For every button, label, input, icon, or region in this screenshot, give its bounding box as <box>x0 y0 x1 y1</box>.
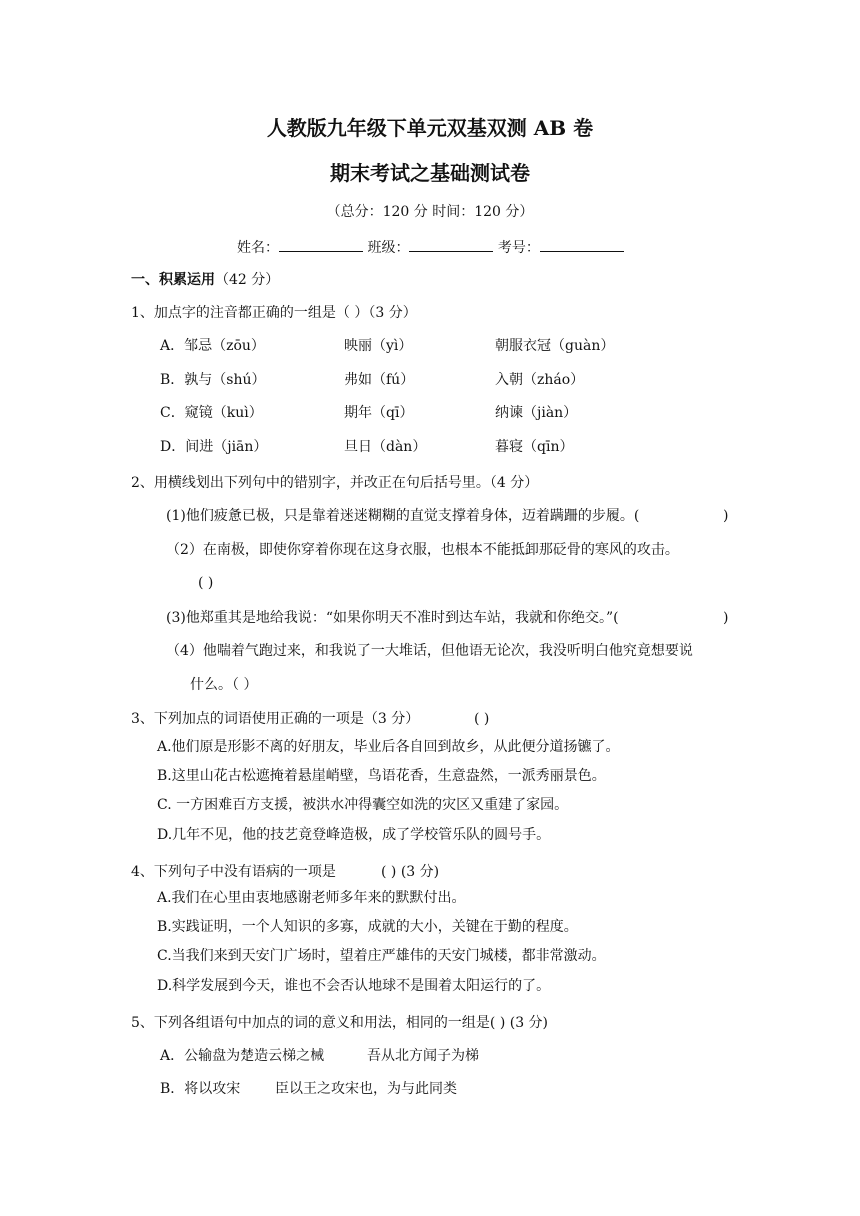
q4-option-c: C.当我们来到天安门广场时，望着庄严雄伟的天安门城楼，都非常激动。 <box>157 948 606 964</box>
question-4-answer: ( ) (3 分) <box>381 864 440 880</box>
q1-d-col1: D．间进（jiān） <box>160 439 268 455</box>
q1-b-col1: B．孰与（shú） <box>160 372 266 388</box>
q2-sentence-3: (3)他郑重其是地给我说：“如果你明天不准时到达车站，我就和你绝交。”( <box>166 610 619 626</box>
q3-option-d: D.几年不见，他的技艺竟登峰造极，成了学校管乐队的圆号手。 <box>157 827 551 843</box>
q5-option-b-2: 臣以王之攻宋也，为与此同类 <box>275 1081 457 1097</box>
q4-option-d: D.科学发展到今天，谁也不会否认地球不是围着太阳运行的了。 <box>157 978 551 994</box>
q3-option-b: B.这里山花古松遮掩着悬崖峭壁，鸟语花香，生意盎然，一派秀丽景色。 <box>157 768 606 784</box>
class-blank[interactable] <box>409 237 493 252</box>
class-label: 班级： <box>367 240 410 256</box>
section-score: （42 分） <box>215 272 280 288</box>
question-3-answer: ( ) <box>474 711 490 727</box>
exam-number-blank[interactable] <box>540 237 624 252</box>
q1-c-col3: 纳谏（jiàn） <box>495 405 578 421</box>
question-3-stem: 3、下列加点的词语使用正确的一项是（3 分） <box>131 711 420 727</box>
q1-c-col1: C．窥镜（kuì） <box>160 405 263 421</box>
q2-sentence-4-cont: 什么。（ ） <box>190 677 258 693</box>
exam-meta: （总分：120 分 时间：120 分） <box>326 204 534 220</box>
q5-option-b-1: B．将以攻宋 <box>160 1081 241 1097</box>
q3-option-a: A.他们原是形影不离的好朋友，毕业后各自回到故乡，从此便分道扬镳了。 <box>157 739 620 755</box>
section-title: 一、积累运用 <box>131 272 215 288</box>
q2-sentence-2: （2）在南极，即使你穿着你现在这身衣服，也根本不能抵卸那砭骨的寒风的攻击。 <box>166 542 679 558</box>
q2-sentence-2-answer: ( ) <box>198 575 214 591</box>
name-blank[interactable] <box>279 237 363 252</box>
q3-option-c: C. 一方困难百方支援，被洪水冲得囊空如洗的灾区又重建了家园。 <box>157 797 569 813</box>
q1-d-col3: 暮寝（qīn） <box>495 439 574 455</box>
q5-option-a-1: A．公输盘为楚造云梯之械 <box>160 1048 325 1064</box>
q1-d-col2: 旦日（dàn） <box>344 439 427 455</box>
name-label: 姓名： <box>237 240 279 256</box>
question-5-stem: 5、下列各组语句中加点的词的意义和用法，相同的一组是( ) (3 分) <box>131 1015 549 1031</box>
exam-number-label: 考号： <box>497 240 540 256</box>
section-heading <box>131 270 279 290</box>
question-1-stem: 1、加点字的注音都正确的一组是（ ）（3 分） <box>131 305 417 321</box>
q4-option-a: A.我们在心里由衷地感谢老师多年来的默默付出。 <box>157 890 466 906</box>
q2-sentence-1-close: ) <box>723 508 729 524</box>
q1-a-col2: 映丽（yì） <box>344 338 413 354</box>
q1-b-col3: 入朝（zháo） <box>495 372 585 388</box>
q2-sentence-3-close: ) <box>723 610 729 626</box>
exam-subtitle: 期末考试之基础测试卷 <box>330 161 530 185</box>
q1-a-col3: 朝服衣冠（guàn） <box>495 338 615 354</box>
q2-sentence-4: （4）他喘着气跑过来，和我说了一大堆话，但他语无论次，我没听明白他究竟想要说 <box>166 643 693 659</box>
q4-option-b: B.实践证明，一个人知识的多寡，成就的大小，关键在于勤的程度。 <box>157 919 578 935</box>
q1-b-col2: 弗如（fú） <box>344 372 415 388</box>
q1-c-col2: 期年（qī） <box>344 405 414 421</box>
question-4-stem: 4、下列句子中没有语病的一项是 <box>131 864 336 880</box>
q5-option-a-2: 吾从北方闻子为梯 <box>367 1048 479 1064</box>
student-info-fields <box>237 237 624 258</box>
question-2-stem: 2、用横线划出下列句中的错别字，并改正在句后括号里。（4 分） <box>131 475 539 491</box>
q2-sentence-1: (1)他们疲惫已极，只是靠着迷迷糊糊的直觉支撑着身体，迈着蹒跚的步履。( <box>166 508 640 524</box>
exam-title: 人教版九年级下单元双基双测 AB 卷 <box>266 116 594 140</box>
q1-a-col1: A．邹忌（zōu） <box>160 338 265 354</box>
